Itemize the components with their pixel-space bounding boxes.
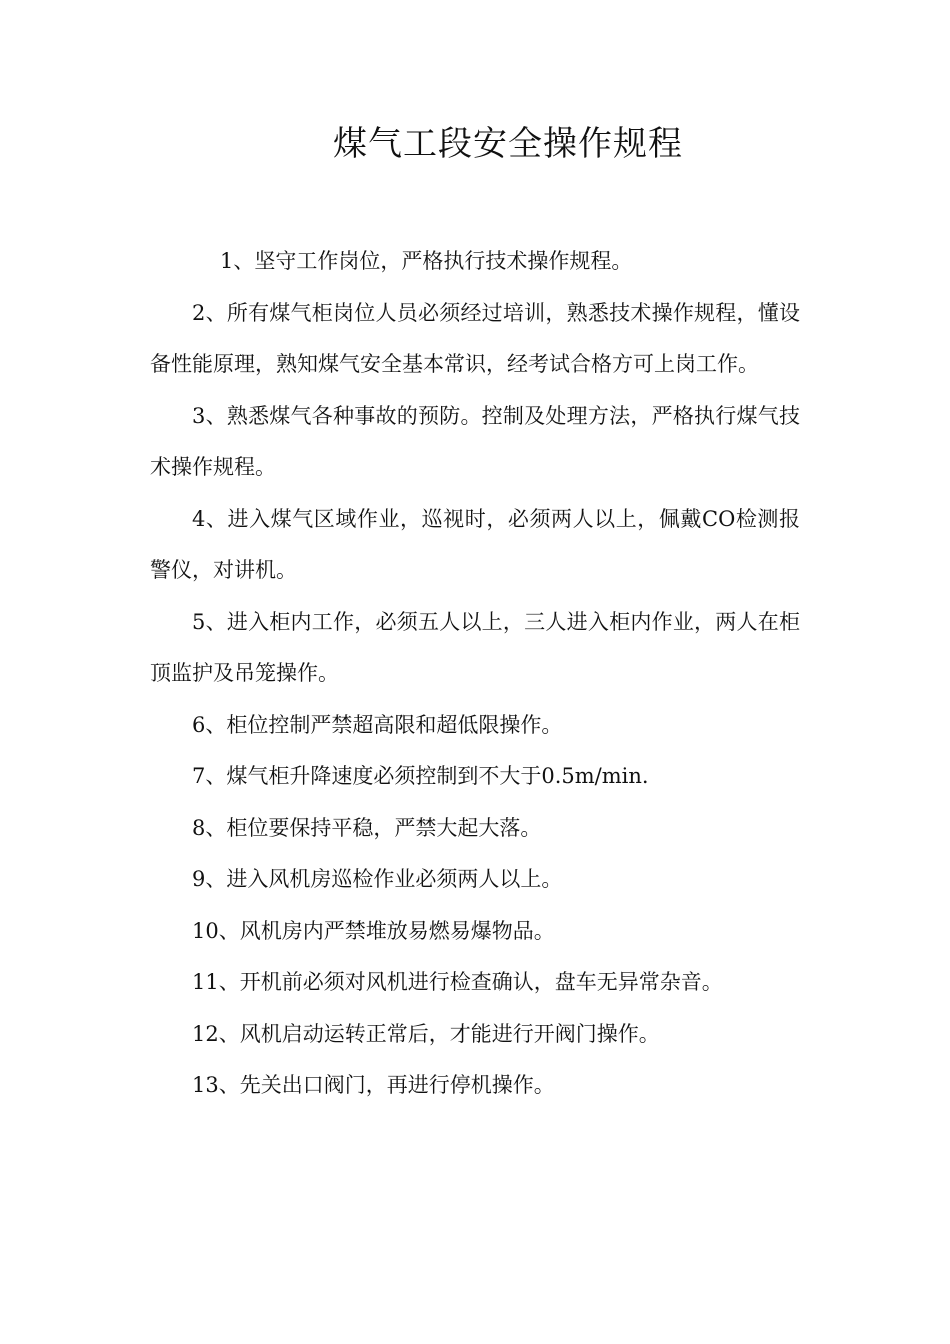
- paragraph: 4、进入煤气区域作业，巡视时，必须两人以上，佩戴CO检测报警仪，对讲机。: [150, 506, 800, 582]
- document-title: 煤气工段安全操作规程: [333, 124, 683, 164]
- paragraph: 13、先关出口阀门，再进行停机操作。: [192, 1073, 555, 1097]
- paragraph: 6、柜位控制严禁超高限和超低限操作。: [192, 712, 563, 737]
- paragraph: 3、熟悉煤气各种事故的预防。控制及处理方法，严格执行煤气技术操作规程。: [150, 403, 800, 479]
- paragraph: 8、柜位要保持平稳，严禁大起大落。: [192, 815, 542, 840]
- paragraph: 7、煤气柜升降速度必须控制到不大于0.5m/min.: [192, 764, 649, 788]
- document-body: [150, 236, 800, 1112]
- paragraph: 11、开机前必须对风机进行检查确认，盘车无异常杂音。: [192, 970, 723, 994]
- paragraph: 10、风机房内严禁堆放易燃易爆物品。: [192, 918, 555, 943]
- paragraph: 9、进入风机房巡检作业必须两人以上。: [192, 867, 563, 891]
- paragraph: 2、所有煤气柜岗位人员必须经过培训，熟悉技术操作规程，懂设备性能原理，熟知煤气安全基本常识，经考试合格方可上岗工作。: [150, 300, 800, 376]
- paragraph: 5、进入柜内工作，必须五人以上，三人进入柜内作业，两人在柜顶监护及吊笼操作。: [150, 609, 800, 685]
- paragraph: 1、坚守工作岗位，严格执行技术操作规程。: [220, 249, 633, 273]
- paragraph: 12、风机启动运转正常后，才能进行开阀门操作。: [192, 1021, 660, 1046]
